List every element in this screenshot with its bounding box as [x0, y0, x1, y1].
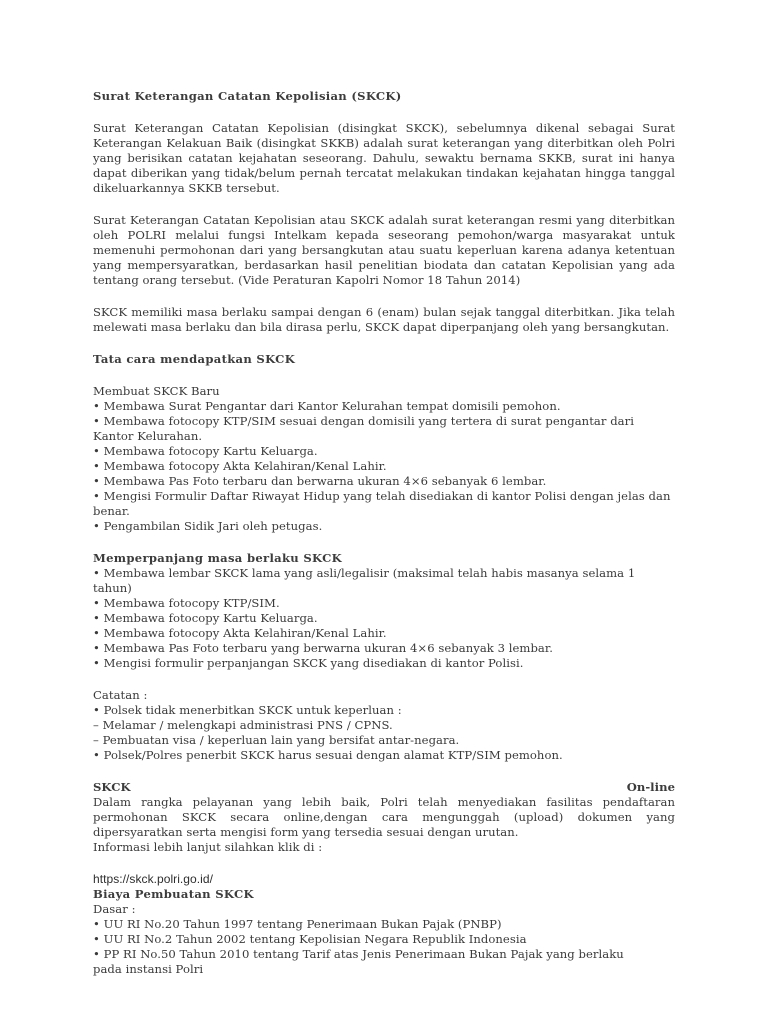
list-item: • Membawa lembar SKCK lama yang asli/legalisir (maksimal telah habis masanya selama 1 tahun): [93, 566, 636, 595]
list-item: • PP RI No.50 Tahun 2010 tentang Tarif atas Jenis Penerimaan Bukan Pajak yang berlaku: [93, 947, 624, 961]
list-item: • Membawa fotocopy Kartu Keluarga.: [93, 444, 318, 458]
procedure-heading: Tata cara mendapatkan SKCK: [93, 352, 296, 366]
list-item: pada instansi Polri: [93, 962, 204, 976]
list-item: Kantor Kelurahan.: [93, 429, 203, 443]
fee-basis-list: [93, 917, 675, 977]
definition-paragraph: Surat Keterangan Catatan Kepolisian atau SKCK adalah surat keterangan resmi yang diterbitkan oleh POLRI melalui fungsi Intelkam kepada seseorang pemohon/warga masyarakat untuk memenuhi permohonan dari yang bersangkutan atau suatu keperluan karena adanya ketentuan yang mempersyaratkan, berdasarkan hasil penelitian biodata dan catatan Kepolisian yang ada tentang orang tersebut. (Vide Peraturan Kapolri Nomor 18 Tahun 2014): [93, 213, 675, 287]
list-item: • Membawa fotocopy KTP/SIM.: [93, 596, 280, 610]
online-heading: [93, 780, 675, 795]
intro-paragraph: Surat Keterangan Catatan Kepolisian (disingkat SKCK), sebelumnya dikenal sebagai Surat Keterangan Kelakuan Baik (disingkat SKKB) adalah surat keterangan yang diterbitkan oleh Polri yang berisikan catatan kejahatan seseorang. Dahulu, sewaktu bernama SKKB, surat ini hanya dapat diberikan yang tidak/belum pernah tercatat melakukan tindakan kejahatan hingga tanggal dikeluarkannya SKKB tersebut.: [93, 121, 675, 195]
renew-heading: Memperpanjang masa berlaku SKCK: [93, 551, 342, 565]
list-item: • Pengambilan Sidik Jari oleh petugas.: [93, 519, 323, 533]
validity-paragraph: SKCK memiliki masa berlaku sampai dengan 6 (enam) bulan sejak tanggal diterbitkan. Jika telah melewati masa berlaku dan bila dirasa perlu, SKCK dapat diperpanjang oleh yang bersangkutan.: [93, 305, 675, 334]
online-paragraph: Dalam rangka pelayanan yang lebih baik, Polri telah menyediakan fasilitas pendaftaran permohonan SKCK secara online,dengan cara mengunggah (upload) dokumen yang dipersyaratkan serta mengisi form yang tersedia sesuai dengan urutan.: [93, 795, 675, 839]
list-item: • Membawa Pas Foto terbaru yang berwarna ukuran 4×6 sebanyak 3 lembar.: [93, 641, 553, 655]
list-item: – Melamar / melengkapi administrasi PNS / CPNS.: [93, 718, 393, 732]
list-item: • Membawa Pas Foto terbaru dan berwarna ukuran 4×6 sebanyak 6 lembar.: [93, 474, 547, 488]
online-heading-left: SKCK: [93, 780, 131, 794]
fee-basis-label: Dasar :: [93, 902, 136, 916]
list-item: • Polsek tidak menerbitkan SKCK untuk keperluan :: [93, 703, 402, 717]
renew-list: [93, 566, 675, 671]
list-item: • UU RI No.2 Tahun 2002 tentang Kepolisian Negara Republik Indonesia: [93, 932, 527, 946]
list-item: – Pembuatan visa / keperluan lain yang bersifat antar-negara.: [93, 733, 460, 747]
new-skck-label: Membuat SKCK Baru: [93, 384, 220, 398]
online-info-line: Informasi lebih lanjut silahkan klik di :: [93, 840, 323, 854]
fee-heading: Biaya Pembuatan SKCK: [93, 887, 254, 901]
notes-list: [93, 703, 675, 763]
online-heading-right: On-line: [626, 780, 675, 794]
list-item: • Mengisi Formulir Daftar Riwayat Hidup yang telah disediakan di kantor Polisi dengan jelas dan benar.: [93, 489, 671, 518]
list-item: • Membawa fotocopy Kartu Keluarga.: [93, 611, 318, 625]
list-item: • Membawa Surat Pengantar dari Kantor Kelurahan tempat domisili pemohon.: [93, 399, 561, 413]
new-skck-list: [93, 399, 675, 534]
list-item: • Membawa fotocopy Akta Kelahiran/Kenal Lahir.: [93, 459, 387, 473]
list-item: • Polsek/Polres penerbit SKCK harus sesuai dengan alamat KTP/SIM pemohon.: [93, 748, 563, 762]
list-item: • UU RI No.20 Tahun 1997 tentang Penerimaan Bukan Pajak (PNBP): [93, 917, 502, 931]
list-item: • Mengisi formulir perpanjangan SKCK yang disediakan di kantor Polisi.: [93, 656, 524, 670]
online-url-link[interactable]: https://skck.polri.go.id/: [93, 872, 213, 886]
list-item: • Membawa fotocopy Akta Kelahiran/Kenal Lahir.: [93, 626, 387, 640]
list-item: • Membawa fotocopy KTP/SIM sesuai dengan domisili yang tertera di surat pengantar dari: [93, 414, 634, 428]
document-title: Surat Keterangan Catatan Kepolisian (SKCK): [93, 89, 402, 103]
notes-label: Catatan :: [93, 688, 148, 702]
